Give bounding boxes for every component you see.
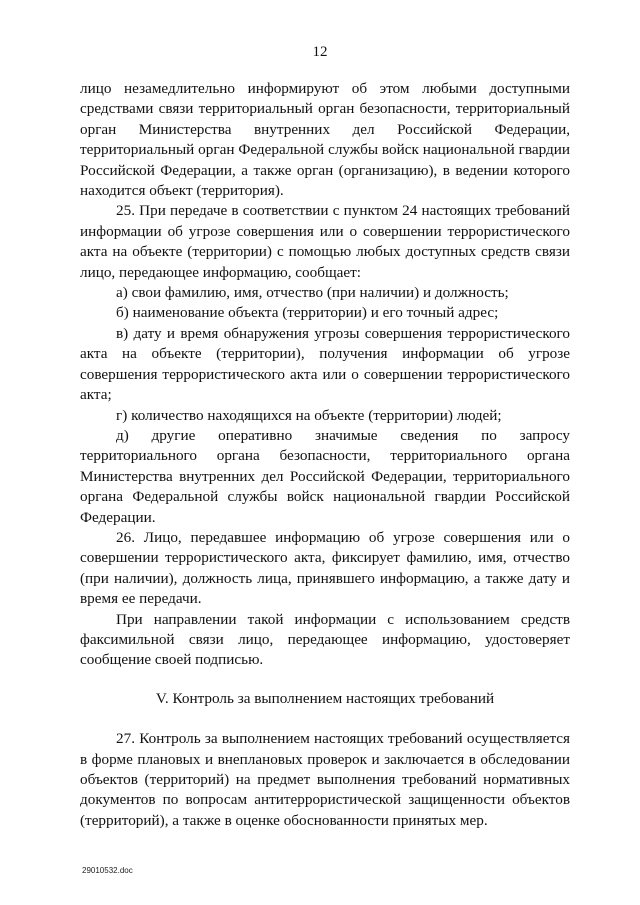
page-number: 12 [312, 44, 328, 60]
list-item-b: б) наименование объекта (территории) и его точный адрес; [116, 304, 499, 322]
paragraph-continuation: лицо незамедлительно информируют об этом любыми доступными средствами связи территориальный орган безопасности, территориальный орган Министерства внутренних дел Российской Федерации, территориальный орган Федеральной службы войск национальной гвардии Российской Федерации, а также орган (организацию), в ведении которого находится объект (территория). [80, 80, 570, 200]
list-item-a: а) свои фамилию, имя, отчество (при наличии) и должность; [116, 284, 509, 302]
paragraph-item-26: 26. Лицо, передавшее информацию об угрозе совершения или о совершении террористического акта, фиксирует фамилию, имя, отчество (при наличии), должность лица, принявшего информацию, а также дату и время ее передачи. [80, 528, 570, 608]
list-item-g: г) количество находящихся на объекте (территории) людей; [116, 406, 502, 424]
paragraph-item-25: 25. При передаче в соответствии с пунктом 24 настоящих требований информации об угрозе совершения или о совершении террористического акта на объекте (территории) с помощью любых доступных средств связи лицо, передающее информацию, сообщает: [80, 202, 570, 281]
paragraph-item-27: 27. Контроль за выполнением настоящих требований осуществляется в форме плановых и внеплановых проверок и заключается в обследовании объектов (территорий) на предмет выполнения требований нормативных документов по вопросам антитеррористической защищенности объектов (территорий), а также в оценке обоснованности принятых мер. [80, 730, 570, 829]
footer-filename: 29010532.doc [82, 866, 133, 875]
section-heading: V. Контроль за выполнением настоящих требований [155, 689, 495, 707]
paragraph-fax-note: При направлении такой информации с использованием средств факсимильной связи лицо, передающее информацию, удостоверяет сообщение своей подписью. [80, 610, 570, 669]
list-item-v: в) дату и время обнаружения угрозы совершения террористического акта на объекте (территории), получения информации об угрозе совершения террористического акта или о совершении террористического акта; [80, 324, 570, 404]
list-item-d: д) другие оперативно значимые сведения по запросу территориального органа безопасности, территориального органа Министерства внутренних дел Российской Федерации, территориального органа Федеральной службы войск национальной гвардии Российской Федерации. [80, 426, 570, 526]
document-body [80, 79, 570, 831]
